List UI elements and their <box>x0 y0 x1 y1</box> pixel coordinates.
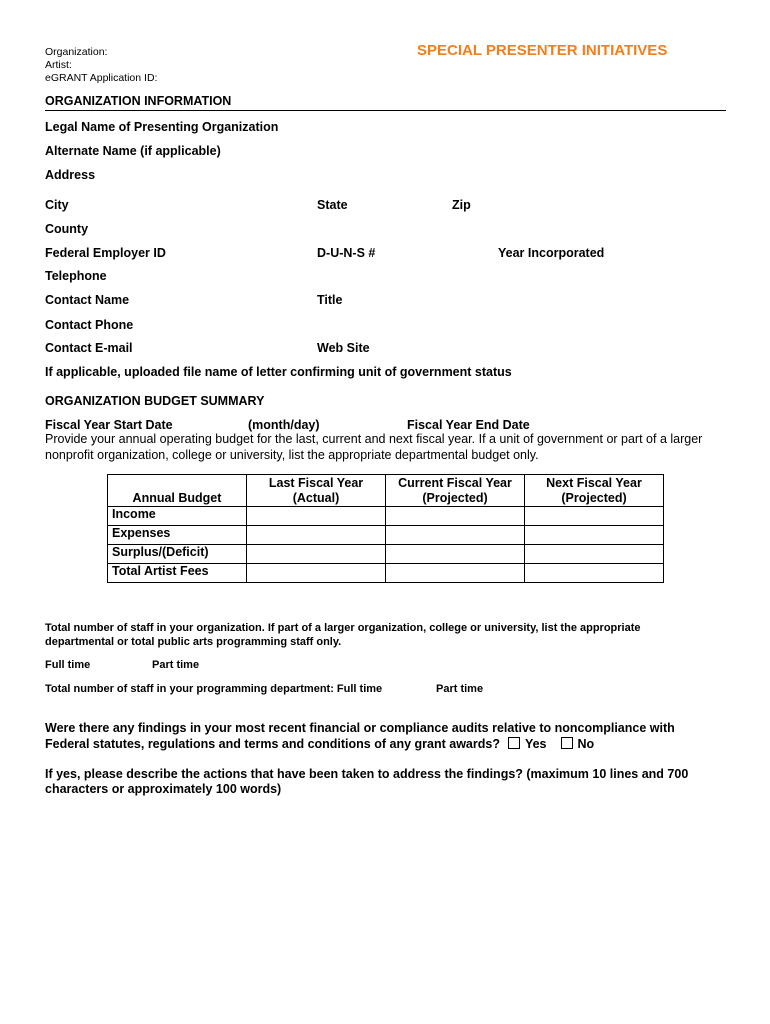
table-row <box>108 545 664 564</box>
table-row <box>108 526 664 545</box>
program-dept-part-time-label: Part time <box>436 683 484 695</box>
state-label: State <box>317 198 348 212</box>
yes-checkbox[interactable] <box>508 737 520 749</box>
county-label: County <box>45 222 89 236</box>
current-fiscal-year-header: Current Fiscal Year (Projected) <box>386 475 525 507</box>
artist-fees-current-cell[interactable] <box>386 564 525 583</box>
web-site-label: Web Site <box>317 341 370 355</box>
surplus-current-cell[interactable] <box>386 545 525 564</box>
row-label-expenses: Expenses <box>108 526 247 545</box>
row-label-artist-fees: Total Artist Fees <box>108 564 247 583</box>
artist-fees-last-cell[interactable] <box>247 564 386 583</box>
year-incorporated-label: Year Incorporated <box>498 246 605 260</box>
contact-email-label: Contact E-mail <box>45 341 133 355</box>
yes-label: Yes <box>524 737 547 751</box>
title-label: Title <box>317 293 343 307</box>
audit-followup-line2: characters or approximately 100 words) <box>45 782 282 796</box>
table-row <box>108 507 664 526</box>
zip-label: Zip <box>452 198 471 212</box>
staff-total-line1: Total number of staff in your organization. If part of a larger organization, college or university, list the appropriate <box>45 622 641 634</box>
month-day-label: (month/day) <box>248 418 320 432</box>
expenses-last-cell[interactable] <box>247 526 386 545</box>
budget-instructions-line1: Provide your annual operating budget for the last, current and next fiscal year. If a unit of government or part of a larger <box>45 432 703 446</box>
org-info-heading: ORGANIZATION INFORMATION <box>45 94 232 108</box>
artist-label: Artist: <box>45 59 72 71</box>
part-time-label: Part time <box>152 659 200 671</box>
row-label-income: Income <box>108 507 247 526</box>
full-time-label: Full time <box>45 659 91 671</box>
surplus-next-cell[interactable] <box>525 545 664 564</box>
egrant-id-label: eGRANT Application ID: <box>45 72 158 84</box>
gov-letter-label: If applicable, uploaded file name of letter confirming unit of government status <box>45 365 512 379</box>
audit-question-line1: Were there any findings in your most recent financial or compliance audits relative to noncompliance with <box>45 721 675 735</box>
income-last-cell[interactable] <box>247 507 386 526</box>
income-next-cell[interactable] <box>525 507 664 526</box>
audit-question-line2: Federal statutes, regulations and terms and conditions of any grant awards? Yes No <box>45 737 595 751</box>
table-row <box>108 564 664 583</box>
budget-table-header <box>108 475 664 507</box>
artist-fees-next-cell[interactable] <box>525 564 664 583</box>
legal-name-label: Legal Name of Presenting Organization <box>45 120 279 134</box>
fein-label: Federal Employer ID <box>45 246 166 260</box>
program-dept-full-time-label: Total number of staff in your programming department: Full time <box>45 683 383 695</box>
staff-total-line2: departmental or total public arts programming staff only. <box>45 636 342 648</box>
next-fiscal-year-header: Next Fiscal Year (Projected) <box>525 475 664 507</box>
surplus-last-cell[interactable] <box>247 545 386 564</box>
no-label: No <box>577 737 595 751</box>
fy-start-label: Fiscal Year Start Date <box>45 418 173 432</box>
no-checkbox[interactable] <box>561 737 573 749</box>
contact-name-label: Contact Name <box>45 293 130 307</box>
budget-instructions-line2: nonprofit organization, college or university, list the appropriate departmental budget only. <box>45 448 539 462</box>
expenses-current-cell[interactable] <box>386 526 525 545</box>
audit-followup-line1: If yes, please describe the actions that have been taken to address the findings? (maximum 10 lines and 700 <box>45 767 689 781</box>
duns-label: D-U-N-S # <box>317 246 376 260</box>
row-label-surplus: Surplus/(Deficit) <box>108 545 247 564</box>
annual-budget-header: Annual Budget <box>108 475 247 507</box>
city-label: City <box>45 198 69 212</box>
budget-heading: ORGANIZATION BUDGET SUMMARY <box>45 394 265 408</box>
budget-table <box>107 474 664 583</box>
fy-end-label: Fiscal Year End Date <box>407 418 530 432</box>
income-current-cell[interactable] <box>386 507 525 526</box>
expenses-next-cell[interactable] <box>525 526 664 545</box>
contact-phone-label: Contact Phone <box>45 318 134 332</box>
section-divider <box>45 110 726 111</box>
organization-label: Organization: <box>45 46 108 58</box>
last-fiscal-year-header: Last Fiscal Year (Actual) <box>247 475 386 507</box>
page-title: SPECIAL PRESENTER INITIATIVES <box>417 42 668 59</box>
alternate-name-label: Alternate Name (if applicable) <box>45 144 221 158</box>
telephone-label: Telephone <box>45 269 107 283</box>
address-label: Address <box>45 168 96 182</box>
